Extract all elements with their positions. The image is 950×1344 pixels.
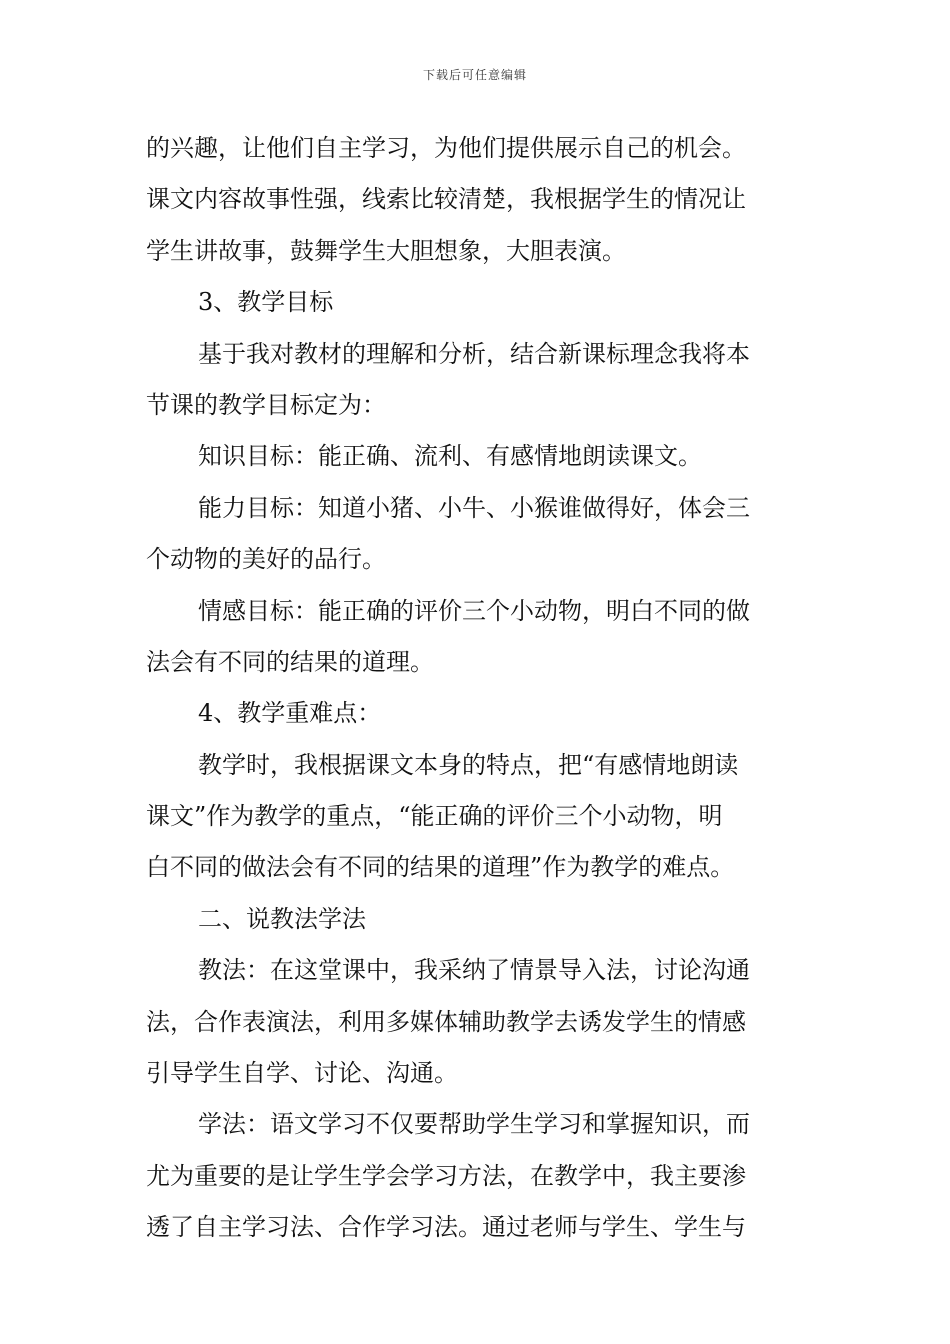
text-line: 节课的教学目标定为： [146, 390, 386, 419]
text-line: 的兴趣，让他们自主学习，为他们提供展示自己的机会。 [146, 134, 746, 162]
text-line: 尤为重要的是让学生学会学习方法，在教学中，我主要渗 [146, 1161, 746, 1190]
text-line: 透了自主学习法、合作学习法。通过老师与学生、学生与 [146, 1213, 746, 1242]
text-line: 法会有不同的结果的道理。 [146, 647, 434, 676]
text-line: 法，合作表演法，利用多媒体辅助教学去诱发学生的情感 [146, 1007, 746, 1036]
text-line: 课文内容故事性强，线索比较清楚，我根据学生的情况让 [146, 185, 746, 214]
section-heading: 3、教学目标 [198, 288, 334, 317]
document-body [146, 123, 810, 1254]
text-line: 知识目标：能正确、流利、有感情地朗读课文。 [198, 442, 702, 471]
text-line: 基于我对教材的理解和分析，结合新课标理念我将本 [198, 339, 750, 368]
text-line: 个动物的美好的品行。 [146, 545, 386, 574]
text-line: 课文”作为教学的重点，“能正确的评价三个小动物，明 [146, 802, 723, 831]
text-line: 学生讲故事，鼓舞学生大胆想象，大胆表演。 [146, 236, 626, 265]
text-line: 能力目标：知道小猪、小牛、小猴谁做得好，体会三 [198, 493, 750, 522]
section-heading: 二、说教法学法 [198, 904, 366, 933]
text-line: 学法：语文学习不仅要帮助学生学习和掌握知识，而 [198, 1110, 750, 1139]
text-line: 教法：在这堂课中，我采纳了情景导入法，讨论沟通 [198, 956, 750, 985]
text-line: 白不同的做法会有不同的结果的道理”作为教学的难点。 [146, 853, 735, 882]
text-line: 情感目标：能正确的评价三个小动物，明白不同的做 [198, 596, 750, 625]
text-line: 教学时，我根据课文本身的特点，把“有感情地朗读 [198, 750, 739, 779]
section-heading: 4、教学重难点： [198, 699, 382, 728]
page-header: 下载后可任意编辑 [422, 68, 527, 82]
text-line: 引导学生自学、讨论、沟通。 [146, 1059, 458, 1088]
